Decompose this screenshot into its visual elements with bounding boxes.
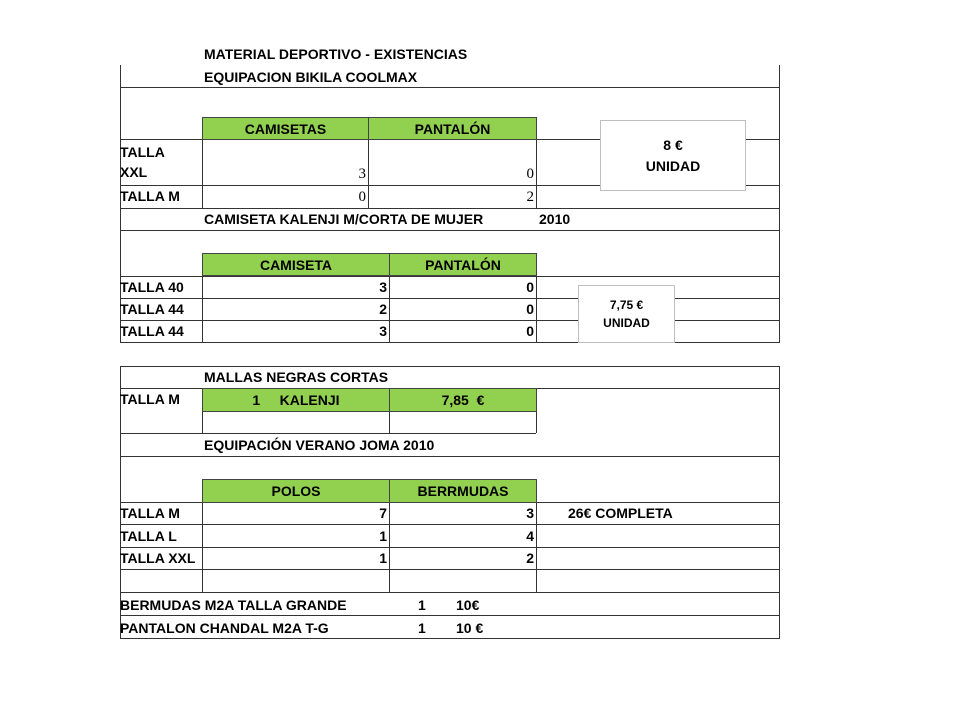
row-label-talla: TALLA — [120, 144, 165, 160]
cell-mallas-qty-brand: 1 KALENJI — [202, 388, 390, 412]
price-value: 8 € — [663, 136, 683, 153]
price-box-bikila — [600, 120, 746, 191]
cell-joma-l-bermudas: 4 — [526, 528, 534, 544]
price-value-2: 7,75 € — [609, 298, 644, 312]
row-label-joma-xxl: TALLA XXL — [120, 550, 196, 566]
cell-xxl-camisetas: 3 — [358, 166, 366, 182]
header-pantalon: PANTALÓN — [368, 117, 537, 140]
title-equipacion-joma: EQUIPACIÓN VERANO JOMA 2010 — [204, 437, 435, 453]
row-label-talla-40: TALLA 40 — [120, 279, 184, 295]
row-label-talla-44-b: TALLA 44 — [120, 323, 184, 339]
note-completa: 26€ COMPLETA — [568, 505, 673, 521]
cell-joma-m-polos: 7 — [379, 505, 387, 521]
cell-bermudas-qty: 1 — [418, 597, 426, 613]
title-mallas-negras: MALLAS NEGRAS CORTAS — [204, 369, 389, 385]
cell-mallas-price: 7,85 € — [389, 388, 537, 412]
cell-joma-l-polos: 1 — [379, 528, 387, 544]
price-unit: UNIDAD — [645, 157, 701, 174]
cell-40-pantalon: 0 — [526, 279, 534, 295]
cell-joma-xxl-bermudas: 2 — [526, 550, 534, 566]
cell-44-camiseta: 2 — [379, 301, 387, 317]
title-camiseta-kalenji: CAMISETA KALENJI M/CORTA DE MUJER — [204, 211, 484, 227]
header-camiseta: CAMISETA — [202, 253, 390, 276]
cell-44b-camiseta: 3 — [379, 323, 387, 339]
cell-chandal-price: 10 € — [456, 620, 484, 636]
title-material-deportivo: MATERIAL DEPORTIVO - EXISTENCIAS — [204, 46, 468, 62]
row-label-talla-44: TALLA 44 — [120, 301, 184, 317]
cell-xxl-pantalon: 0 — [526, 166, 534, 182]
cell-joma-xxl-polos: 1 — [379, 550, 387, 566]
cell-44-pantalon: 0 — [526, 301, 534, 317]
row-label-mallas-talla-m: TALLA M — [120, 391, 180, 407]
cell-m-pantalon: 2 — [526, 189, 534, 205]
row-label-pantalon-chandal: PANTALON CHANDAL M2A T-G — [120, 620, 329, 636]
title-year: 2010 — [539, 211, 571, 227]
cell-44b-pantalon: 0 — [526, 323, 534, 339]
cell-joma-m-bermudas: 3 — [526, 505, 534, 521]
row-label-joma-l: TALLA L — [120, 528, 177, 544]
header-pantalon-2: PANTALÓN — [389, 253, 537, 276]
row-label-bermudas-m2a: BERMUDAS M2A TALLA GRANDE — [120, 597, 347, 613]
header-polos: POLOS — [202, 479, 390, 503]
title-equipacion-bikila: EQUIPACION BIKILA COOLMAX — [204, 69, 418, 85]
row-label-talla-m: TALLA M — [120, 188, 180, 204]
cell-bermudas-price: 10€ — [456, 597, 480, 613]
row-label-xxl: XXL — [120, 164, 148, 180]
header-camisetas: CAMISETAS — [202, 117, 369, 140]
cell-chandal-qty: 1 — [418, 620, 426, 636]
header-bermudas: BERRMUDAS — [389, 479, 537, 503]
price-box-kalenji — [578, 285, 675, 343]
cell-m-camisetas: 0 — [358, 189, 366, 205]
price-unit-2: UNIDAD — [603, 316, 650, 330]
cell-40-camiseta: 3 — [379, 279, 387, 295]
row-label-joma-m: TALLA M — [120, 505, 180, 521]
